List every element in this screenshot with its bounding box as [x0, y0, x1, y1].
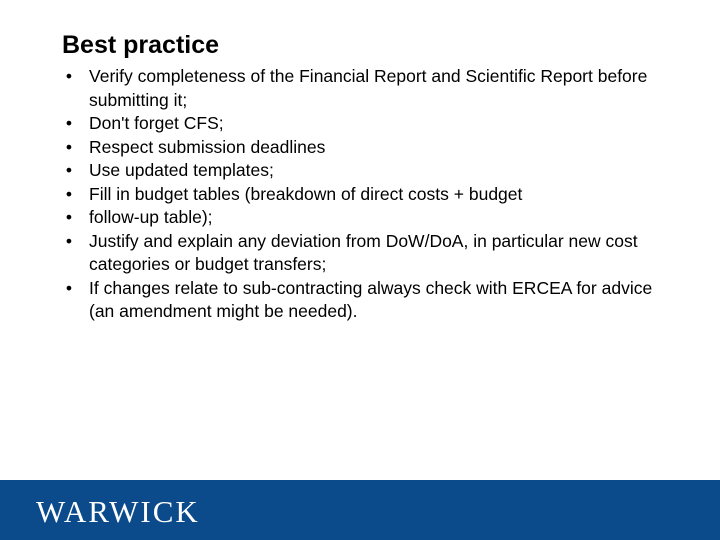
bullet-dot-icon: • — [65, 66, 73, 86]
bullet-item — [62, 206, 682, 230]
bullet-text: Fill in budget tables (breakdown of direct costs + budget — [89, 183, 523, 204]
bullet-dot-icon: • — [65, 277, 73, 298]
bullet-item — [62, 112, 682, 136]
bullet-text: Don't forget CFS; — [89, 113, 224, 133]
bullet-item — [62, 159, 682, 183]
slide-title: Best practice — [62, 31, 220, 59]
bullet-dot-icon: • — [65, 183, 73, 204]
bullet-item — [62, 277, 682, 324]
bullet-item — [62, 136, 682, 160]
bullet-dot-icon: • — [65, 160, 73, 180]
bullet-item — [62, 65, 682, 112]
bullet-item — [62, 230, 682, 277]
bullet-dot-icon: • — [65, 136, 73, 157]
bullet-text: Verify completeness of the Financial Report and Scientific Report before submitting it; — [89, 66, 648, 110]
warwick-logo: WARWICK — [36, 494, 200, 529]
bullet-dot-icon: • — [65, 113, 73, 133]
bullet-text: Use updated templates; — [89, 160, 274, 180]
footer-bar — [0, 480, 720, 540]
bullet-text: Justify and explain any deviation from DoW/DoA, in particular new cost categories or budget transfers; — [89, 230, 638, 274]
bullet-dot-icon: • — [65, 230, 73, 251]
bullet-text: If changes relate to sub-contracting always check with ERCEA for advice (an amendment might be needed). — [89, 277, 653, 321]
bullet-item — [62, 183, 682, 207]
bullet-dot-icon: • — [65, 207, 73, 227]
bullet-text: follow-up table); — [89, 207, 213, 227]
bullet-list — [62, 65, 682, 324]
bullet-text: Respect submission deadlines — [89, 136, 326, 157]
